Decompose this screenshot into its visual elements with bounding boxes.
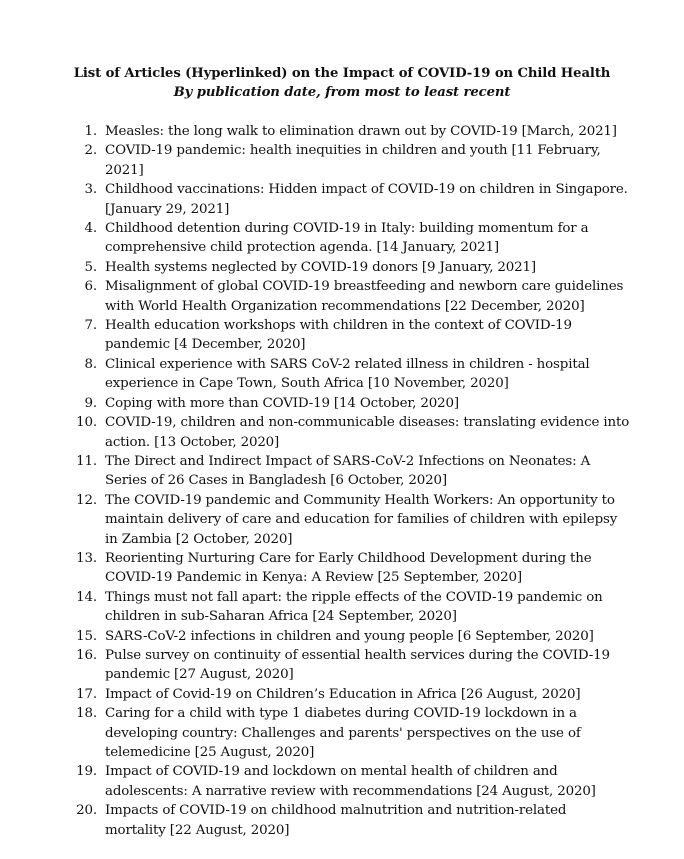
number-gap	[97, 549, 105, 588]
article-link[interactable]: Things must not fall apart: the ripple effects of the COVID-19 pandemic on children in sub-Saharan Africa [24 September, 2020]	[105, 589, 603, 625]
number-gap	[97, 491, 105, 549]
article-link[interactable]: Impacts of COVID-19 on childhood malnutrition and nutrition-related mortality [22 August, 2020]	[105, 803, 567, 838]
article-text	[105, 277, 630, 316]
article-text	[105, 801, 630, 840]
article-list-item	[70, 762, 630, 801]
number-gap	[97, 355, 105, 394]
article-link[interactable]: Health systems neglected by COVID-19 donors [9 January, 2021]	[105, 259, 536, 275]
article-text	[105, 180, 630, 219]
number-gap	[97, 762, 105, 801]
article-link[interactable]: Childhood detention during COVID-19 in Italy: building momentum for a comprehensive child protection agenda. [14 January, 2021]	[105, 221, 589, 256]
article-text	[105, 646, 630, 685]
article-text	[105, 762, 630, 801]
article-number: 11.	[76, 453, 97, 469]
article-text	[105, 141, 630, 180]
article-link[interactable]: The Direct and Indirect Impact of SARS-CoV-2 Infections on Neonates: A Series of 26 Cases in Bangladesh [6 October, 2020]	[105, 453, 591, 489]
document-header	[0, 64, 684, 102]
number-gap	[97, 258, 105, 277]
article-text	[105, 355, 630, 394]
article-list-item	[70, 646, 630, 685]
article-text	[105, 413, 630, 452]
article-list-item	[70, 316, 630, 355]
document-subtitle: By publication date, from most to least recent	[173, 85, 511, 100]
number-gap	[97, 452, 105, 491]
article-number: 3.	[84, 182, 97, 198]
article-link[interactable]: Childhood vaccinations: Hidden impact of COVID-19 on children in Singapore. [January 29, 2021]	[105, 182, 628, 217]
article-text	[105, 316, 630, 355]
article-number: 4.	[84, 221, 97, 237]
article-number: 6.	[84, 279, 97, 295]
article-link[interactable]: Health education workshops with children in the context of COVID-19 pandemic [4 December, 2020]	[105, 318, 572, 353]
number-gap	[97, 180, 105, 219]
document-title: List of Articles (Hyperlinked) on the Impact of COVID-19 on Child Health	[73, 66, 611, 81]
article-link[interactable]: Measles: the long walk to elimination drawn out by COVID-19 [March, 2021]	[105, 124, 617, 139]
number-gap	[97, 394, 105, 413]
article-link[interactable]: COVID-19 pandemic: health inequities in children and youth [11 February, 2021]	[105, 143, 601, 178]
article-list-item	[70, 219, 630, 258]
article-link[interactable]: Clinical experience with SARS CoV-2 related illness in children - hospital experience in Cape Town, South Africa [10 November, 2020]	[105, 356, 590, 392]
article-text	[105, 258, 630, 277]
article-number: 14.	[76, 589, 97, 605]
article-list-item	[70, 801, 630, 840]
article-list-item	[70, 588, 630, 627]
article-link[interactable]: Impact of Covid-19 on Children’s Education in Africa [26 August, 2020]	[105, 686, 581, 702]
article-number: 16.	[76, 647, 97, 663]
number-gap	[97, 413, 105, 452]
article-text	[105, 219, 630, 258]
article-number: 1.	[84, 124, 97, 139]
number-gap	[97, 646, 105, 685]
article-text	[105, 627, 630, 646]
article-list-item	[70, 413, 630, 452]
article-text	[105, 122, 630, 141]
article-number: 2.	[84, 143, 97, 159]
article-list-item	[70, 141, 630, 180]
article-list-item	[70, 704, 630, 762]
article-text	[105, 588, 630, 627]
article-text	[105, 491, 630, 549]
number-gap	[97, 141, 105, 180]
number-gap	[97, 685, 105, 704]
number-gap	[97, 627, 105, 646]
number-gap	[97, 219, 105, 258]
article-list-item	[70, 685, 630, 704]
article-text	[105, 685, 630, 704]
article-number: 13.	[76, 550, 97, 566]
article-link[interactable]: COVID-19, children and non-communicable diseases: translating evidence into action. [13 October, 2020]	[105, 415, 630, 450]
article-number: 12.	[76, 492, 97, 508]
article-text	[105, 394, 630, 413]
article-link[interactable]: Misalignment of global COVID-19 breastfeeding and newborn care guidelines with World Health Organization recommendations [22 December, 2020]	[105, 279, 624, 314]
number-gap	[97, 316, 105, 355]
article-link[interactable]: The COVID-19 pandemic and Community Health Workers: An opportunity to maintain delivery of care and education for families of children with epilepsy in Zambia [2 October, 2020]	[105, 492, 618, 547]
article-link[interactable]: Impact of COVID-19 and lockdown on mental health of children and adolescents: A narrative review with recommendations [24 August, 2020]	[105, 764, 596, 799]
number-gap	[97, 801, 105, 840]
article-number: 18.	[76, 706, 97, 722]
article-text	[105, 452, 630, 491]
article-number: 9.	[84, 395, 97, 411]
article-list-item	[70, 491, 630, 549]
article-list	[70, 122, 630, 840]
article-text	[105, 549, 630, 588]
number-gap	[97, 588, 105, 627]
article-list-item	[70, 549, 630, 588]
article-text	[105, 704, 630, 762]
article-number: 10.	[76, 415, 97, 431]
article-list-item	[70, 277, 630, 316]
article-list-item	[70, 180, 630, 219]
article-list-item	[70, 627, 630, 646]
article-number: 19.	[76, 764, 97, 780]
article-number: 8.	[84, 356, 97, 372]
article-list-item	[70, 394, 630, 413]
article-number: 15.	[76, 628, 97, 644]
article-link[interactable]: Reorienting Nurturing Care for Early Childhood Development during the COVID-19 Pandemic in Kenya: A Review [25 September, 2020]	[105, 550, 592, 586]
article-list-item	[70, 452, 630, 491]
article-number: 20.	[76, 803, 97, 819]
article-number: 5.	[84, 259, 97, 275]
article-link[interactable]: Caring for a child with type 1 diabetes during COVID-19 lockdown in a developing country: Challenges and parents' perspectives on the use of telemedicine [25 August, 2020]	[105, 706, 581, 760]
article-link[interactable]: SARS-CoV-2 infections in children and young people [6 September, 2020]	[105, 628, 594, 644]
article-number: 7.	[84, 318, 97, 334]
article-list-item	[70, 258, 630, 277]
article-list-item	[70, 122, 630, 141]
article-link[interactable]: Coping with more than COVID-19 [14 October, 2020]	[105, 395, 459, 411]
article-number: 17.	[76, 686, 97, 702]
number-gap	[97, 277, 105, 316]
number-gap	[97, 704, 105, 762]
number-gap	[97, 122, 105, 141]
article-link[interactable]: Pulse survey on continuity of essential health services during the COVID-19 pandemic [27 August, 2020]	[105, 647, 610, 683]
article-list-item	[70, 355, 630, 394]
